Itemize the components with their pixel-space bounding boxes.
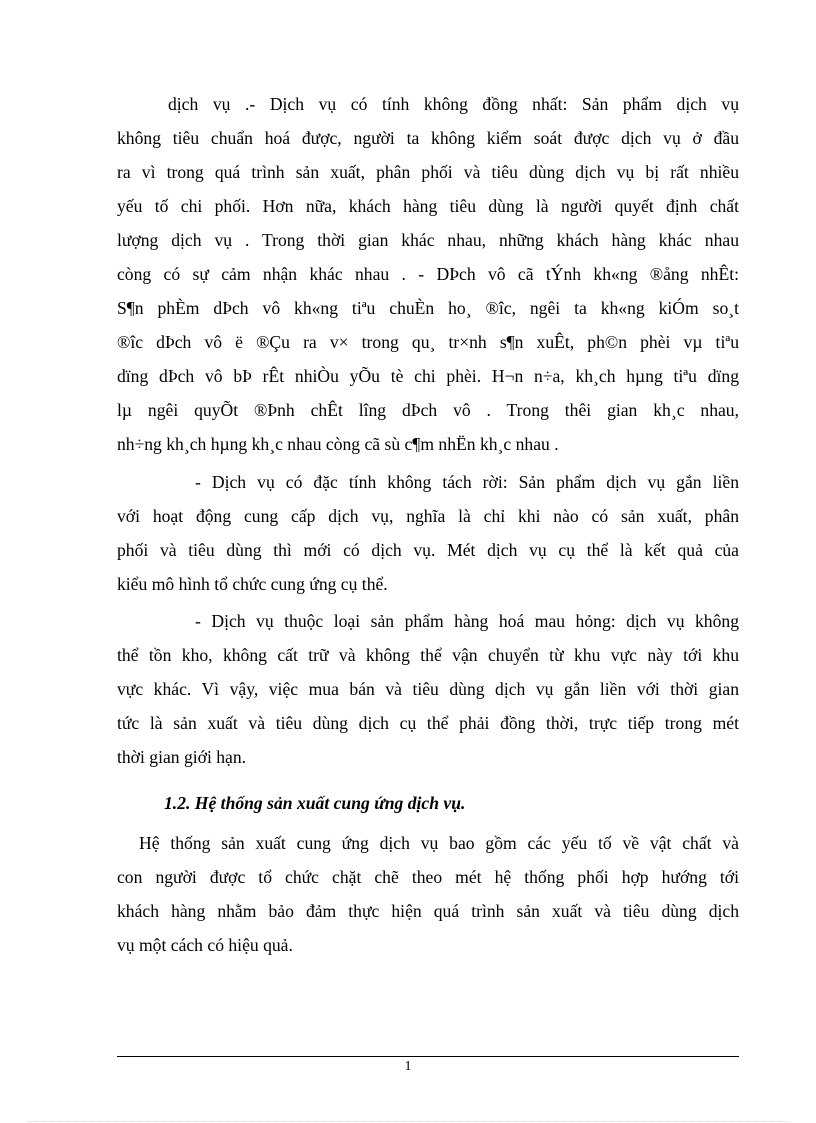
paragraph-line: vực khác. Vì vậy, việc mua bán và tiêu dùng dịch vụ gắn liền với thời gian [117,679,739,699]
section-heading: 1.2. Hệ thống sản xuất cung ứng dịch vụ. [164,793,466,813]
paragraph-line: dïng dÞch vô bÞ rÊt nhiÒu yÕu tè chi phèi. H¬n n÷a, kh¸ch hµng tiªu dïng [117,366,739,386]
paragraph-line: ra vì trong quá trình sản xuất, phân phối và tiêu dùng dịch vụ bị rất nhiều [117,162,739,182]
footer-rule [117,1056,739,1057]
paragraph-line: - Dịch vụ có đặc tính không tách rời: Sản phẩm dịch vụ gắn liền [195,472,739,492]
paragraph-line: nh÷ng kh¸ch hµng kh¸c nhau còng cã sù c¶m nhËn kh¸c nhau . [117,434,559,454]
paragraph-line: không tiêu chuẩn hoá được, người ta không kiểm soát được dịch vụ ở đầu [117,128,739,148]
paragraph-line: lµ ngêi quyÕt ®Þnh chÊt lîng dÞch vô . Trong thêi gian kh¸c nhau, [117,400,739,420]
page-bottom-border [28,1121,788,1122]
page-number: 1 [404,1059,412,1074]
paragraph-line: thời gian giới hạn. [117,747,247,767]
paragraph-line: lượng dịch vụ . Trong thời gian khác nhau, những khách hàng khác nhau [117,230,739,250]
paragraph-line: S¶n phÈm dÞch vô kh«ng tiªu chuÈn ho¸ ®îc, ngêi ta kh«ng kiÓm so¸t [117,298,739,318]
paragraph-line: còng có sự cảm nhận khác nhau . - DÞch vô cã tÝnh kh«ng ®ång nhÊt: [117,264,739,284]
paragraph-line: phối và tiêu dùng thì mới có dịch vụ. Mét dịch vụ cụ thể là kết quả của [117,540,739,560]
paragraph-line: thể tồn kho, không cất trữ và không thể vận chuyển từ khu vực này tới khu [117,645,739,665]
paragraph-line: dịch vụ .- Dịch vụ có tính không đồng nhất: Sản phẩm dịch vụ [168,94,739,114]
paragraph-line: con người được tổ chức chặt chẽ theo mét hệ thống phối hợp hướng tới [117,867,739,887]
paragraph-line: khách hàng nhằm bảo đảm thực hiện quá trình sản xuất và tiêu dùng dịch [117,901,739,921]
paragraph-line: Hệ thống sản xuất cung ứng dịch vụ bao gồm các yếu tố về vật chất và [139,833,739,853]
paragraph-line: kiểu mô hình tổ chức cung ứng cụ thể. [117,574,388,594]
paragraph-line: yếu tố chi phối. Hơn nữa, khách hàng tiêu dùng là người quyết định chất [117,196,739,216]
paragraph-line: với hoạt động cung cấp dịch vụ, nghĩa là chỉ khi nào có sản xuất, phân [117,506,739,526]
paragraph-line: vụ một cách có hiệu quả. [117,935,293,955]
paragraph-line: tức là sản xuất và tiêu dùng dịch cụ thể phải đồng thời, trực tiếp trong mét [117,713,739,733]
paragraph-line: ®îc dÞch vô ë ®Çu ra v× trong qu¸ tr×nh s¶n xuÊt, ph©n phèi vµ tiªu [117,332,739,352]
paragraph-line: - Dịch vụ thuộc loại sản phẩm hàng hoá mau hỏng: dịch vụ không [195,611,739,631]
